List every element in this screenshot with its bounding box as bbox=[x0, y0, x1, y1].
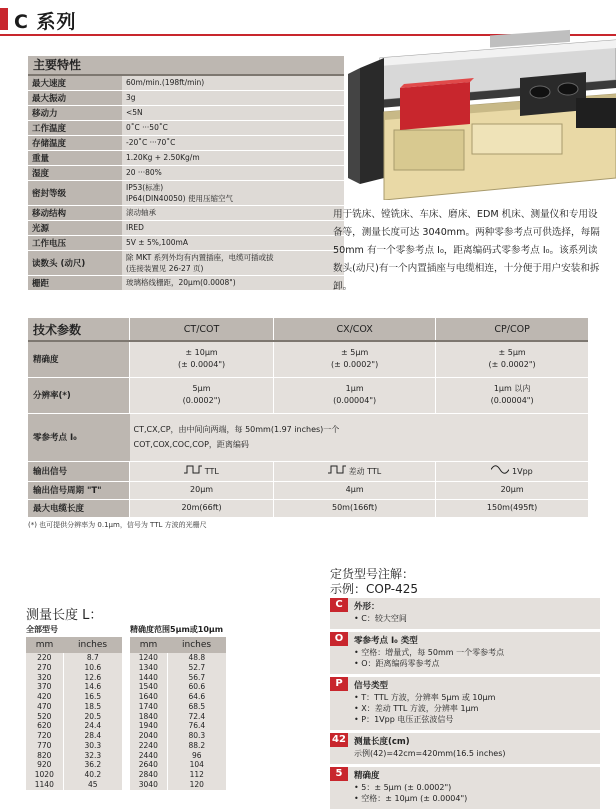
order-code-item-title: 外形： bbox=[354, 602, 380, 612]
accuracy-label: 精确度 bbox=[28, 341, 130, 377]
period-row bbox=[28, 481, 588, 499]
length-mm-cell: 770 bbox=[26, 741, 63, 751]
sine-wave-icon bbox=[491, 465, 509, 474]
order-code-item-line: • 空格：± 10μm (± 0.0004") bbox=[354, 794, 468, 803]
resolution-row bbox=[28, 377, 588, 413]
accuracy-ct-inch: (± 0.0004") bbox=[177, 360, 226, 370]
length-mm-cell: 1340 bbox=[130, 663, 167, 673]
encoder-product-image bbox=[340, 28, 616, 200]
order-code-badge: 42 bbox=[330, 733, 348, 747]
length-mm-cell: 1540 bbox=[130, 682, 167, 692]
length-inches-cell: 64.6 bbox=[167, 692, 226, 702]
feature-value bbox=[122, 236, 344, 250]
feature-value-line: IP64(DIN40050) 使用压缩空气 bbox=[126, 194, 233, 203]
feature-value-line: 1.20Kg + 2.50Kg/m bbox=[126, 153, 200, 162]
resolution-footnote: (*) 也可提供分辨率为 0.1μm，信号为 TTL 方波的光栅尺 bbox=[28, 521, 207, 529]
order-code-title: 定货型号注解： bbox=[330, 567, 415, 581]
order-code-item-line: • O：距离编码零参考点 bbox=[354, 659, 440, 668]
length-left-header bbox=[26, 637, 122, 653]
length-row bbox=[26, 653, 122, 663]
length-mm-cell: 3040 bbox=[130, 780, 167, 790]
length-mm-cell: 320 bbox=[26, 673, 63, 683]
feature-value bbox=[122, 91, 344, 105]
cable-ct: 20m(66ft) bbox=[130, 499, 274, 517]
feature-value bbox=[122, 276, 344, 290]
length-row bbox=[26, 682, 122, 692]
period-ct: 20μm bbox=[130, 481, 274, 499]
resolution-cx bbox=[274, 377, 436, 413]
feature-value-line: 60m/min.(198ft/min) bbox=[126, 78, 205, 87]
tech-header-row bbox=[28, 318, 588, 341]
length-inches-cell: 16.5 bbox=[63, 692, 122, 702]
order-code-example: 示例：COP-425 bbox=[330, 582, 419, 596]
header-accent-bar bbox=[0, 8, 8, 30]
tech-col-cx: CX/COX bbox=[274, 318, 436, 341]
feature-label: 最大振动 bbox=[28, 91, 122, 105]
accuracy-range-label: 精确度范围5μm或10μm bbox=[130, 625, 224, 634]
length-inches-cell: 8.7 bbox=[63, 653, 122, 663]
length-row bbox=[26, 721, 122, 731]
feature-value bbox=[122, 76, 344, 90]
length-mm-cell: 2840 bbox=[130, 770, 167, 780]
feature-label: 最大速度 bbox=[28, 76, 122, 90]
features-table bbox=[28, 56, 344, 291]
feature-label: 光源 bbox=[28, 221, 122, 235]
feature-value bbox=[122, 251, 344, 275]
length-mm-cell: 2640 bbox=[130, 760, 167, 770]
length-right-inch-header: inches bbox=[167, 637, 226, 653]
length-mm-cell: 720 bbox=[26, 731, 63, 741]
tech-col-cp: CP/COP bbox=[436, 318, 588, 341]
feature-value-line: IP53(标准) bbox=[126, 183, 164, 192]
order-code-item-line: • X：差动 TTL 方波，分辨率 1μm bbox=[354, 704, 479, 713]
length-right-header bbox=[130, 637, 226, 653]
page-title: C 系列 bbox=[14, 11, 77, 33]
order-code-item-title: 零参考点 I₀ 类型 bbox=[354, 636, 418, 646]
cable-label: 最大电缆长度 bbox=[28, 499, 130, 517]
feature-label: 工作电压 bbox=[28, 236, 122, 250]
refpoint-line-1: CT,CX,CP，由中间向两端，每 50mm(1.97 inches)一个 bbox=[133, 425, 340, 434]
length-row bbox=[26, 731, 122, 741]
length-inches-cell: 88.2 bbox=[167, 741, 226, 751]
length-row bbox=[130, 653, 226, 663]
feature-label: 存储温度 bbox=[28, 136, 122, 150]
feature-row bbox=[28, 76, 344, 91]
order-code-badge: O bbox=[330, 632, 348, 646]
output-cx-value: 差动 TTL bbox=[348, 466, 382, 476]
accuracy-cx-inch: (± 0.0002") bbox=[331, 360, 379, 370]
accuracy-cx-value: ± 5μm bbox=[341, 348, 369, 358]
length-mm-cell: 1940 bbox=[130, 721, 167, 731]
length-inches-cell: 45 bbox=[63, 780, 122, 790]
feature-row bbox=[28, 181, 344, 206]
feature-label: 栅距 bbox=[28, 276, 122, 290]
refpoint-line-2: COT,COX,COC,COP，距离编码 bbox=[133, 440, 249, 449]
feature-value-line: 滚动轴承 bbox=[126, 208, 156, 217]
tech-title: 技术参数 bbox=[28, 318, 130, 341]
length-row bbox=[26, 770, 122, 780]
accuracy-cp-inch: (± 0.0002") bbox=[488, 360, 536, 370]
product-description: 用于铣床、镗铣床、车床、磨床、EDM 机床、测量仪和专用设备等，测量长度可达 3040mm。两种零参考点可供选择，每隔 50mm 有一个零参考点 I₀，距离编码式零参考点 I₀。该系列读数头(动尺)有一个内置插座与电缆相连，十分便于用户安装和拆卸。 bbox=[333, 209, 600, 292]
length-inches-cell: 120 bbox=[167, 780, 226, 790]
resolution-ct-value: 5μm bbox=[192, 384, 211, 393]
output-ct-value: TTL bbox=[204, 466, 219, 476]
feature-label: 移动力 bbox=[28, 106, 122, 120]
length-row bbox=[130, 702, 226, 712]
length-inches-cell: 68.5 bbox=[167, 702, 226, 712]
length-row bbox=[130, 721, 226, 731]
length-inches-cell: 72.4 bbox=[167, 712, 226, 722]
output-signal-row bbox=[28, 461, 588, 481]
order-code-item-title: 精确度 bbox=[354, 771, 380, 781]
order-code-item bbox=[330, 733, 600, 764]
length-inches-cell: 112 bbox=[167, 770, 226, 780]
order-code-item-line: 示例(42)=42cm=420mm(16.5 inches) bbox=[354, 749, 506, 758]
feature-value bbox=[122, 166, 344, 180]
feature-row bbox=[28, 121, 344, 136]
length-mm-cell: 420 bbox=[26, 692, 63, 702]
feature-value bbox=[122, 151, 344, 165]
order-code-item bbox=[330, 598, 600, 629]
feature-row bbox=[28, 151, 344, 166]
length-row bbox=[130, 673, 226, 683]
period-cp: 20μm bbox=[436, 481, 588, 499]
length-mm-cell: 920 bbox=[26, 760, 63, 770]
feature-value-line: 3g bbox=[126, 93, 136, 102]
order-code-item-line: • P：1Vpp 电压正弦波信号 bbox=[354, 715, 454, 724]
length-row bbox=[130, 663, 226, 673]
length-row bbox=[26, 692, 122, 702]
all-models-label: 全部型号 bbox=[26, 625, 58, 634]
order-code-item-title: 信号类型 bbox=[354, 681, 389, 691]
length-mm-cell: 2240 bbox=[130, 741, 167, 751]
feature-row bbox=[28, 166, 344, 181]
accuracy-ct bbox=[130, 341, 274, 377]
order-code-badge: P bbox=[330, 677, 348, 691]
length-row bbox=[26, 702, 122, 712]
resolution-cp-value: 1μm 以内 bbox=[493, 384, 531, 393]
length-row bbox=[130, 712, 226, 722]
output-cp-value: 1Vpp bbox=[512, 466, 533, 476]
accuracy-cp-value: ± 5μm bbox=[498, 348, 526, 358]
length-row bbox=[130, 741, 226, 751]
accuracy-ct-value: ± 10μm bbox=[185, 348, 218, 358]
length-inches-cell: 52.7 bbox=[167, 663, 226, 673]
feature-value bbox=[122, 136, 344, 150]
length-mm-cell: 620 bbox=[26, 721, 63, 731]
length-inches-cell: 56.7 bbox=[167, 673, 226, 683]
length-left-inch-header: inches bbox=[63, 637, 122, 653]
order-code-item-line: • 5：± 5μm (± 0.0002") bbox=[354, 783, 452, 792]
refpoint-value bbox=[130, 413, 589, 461]
output-ct bbox=[130, 461, 274, 481]
resolution-cp-inch: (0.00004") bbox=[490, 396, 534, 405]
length-mm-cell: 370 bbox=[26, 682, 63, 692]
order-code-item bbox=[330, 677, 600, 730]
feature-value-line: 5V ± 5%,100mA bbox=[126, 238, 188, 247]
feature-label: 湿度 bbox=[28, 166, 122, 180]
accuracy-cx bbox=[274, 341, 436, 377]
length-inches-cell: 104 bbox=[167, 760, 226, 770]
feature-label: 读数头 (动尺) bbox=[28, 251, 122, 275]
length-inches-cell: 20.5 bbox=[63, 712, 122, 722]
length-inches-cell: 14.6 bbox=[63, 682, 122, 692]
length-inches-cell: 80.3 bbox=[167, 731, 226, 741]
length-mm-cell: 270 bbox=[26, 663, 63, 673]
feature-value bbox=[122, 181, 344, 205]
length-left-mm-header: mm bbox=[26, 637, 63, 653]
measuring-length-title: 测量长度 L： bbox=[26, 608, 103, 623]
length-row bbox=[130, 731, 226, 741]
length-row bbox=[26, 673, 122, 683]
order-code-badge: C bbox=[330, 598, 348, 612]
resolution-label: 分辨率(*) bbox=[28, 377, 130, 413]
order-code-item-line: • 空格：增量式，每 50mm 一个零参考点 bbox=[354, 648, 505, 657]
length-inches-cell: 12.6 bbox=[63, 673, 122, 683]
feature-label: 工作温度 bbox=[28, 121, 122, 135]
output-cx bbox=[274, 461, 436, 481]
length-inches-cell: 60.6 bbox=[167, 682, 226, 692]
refpoint-label: 零参考点 I₀ bbox=[28, 413, 130, 461]
length-inches-cell: 96 bbox=[167, 751, 226, 761]
feature-row bbox=[28, 221, 344, 236]
length-mm-cell: 2440 bbox=[130, 751, 167, 761]
resolution-cx-inch: (0.00004") bbox=[333, 396, 377, 405]
length-table-right bbox=[130, 637, 226, 790]
feature-value-line: 除 MKT 系列外均有内置插座，电缆可插或拔 bbox=[126, 253, 274, 262]
features-title: 主要特性 bbox=[28, 56, 344, 76]
feature-value-line: 0˚C ···50˚C bbox=[126, 123, 168, 132]
feature-value bbox=[122, 221, 344, 235]
feature-value-line: 20 ···80% bbox=[126, 168, 162, 177]
tech-params-table bbox=[28, 318, 588, 517]
length-inches-cell: 36.2 bbox=[63, 760, 122, 770]
feature-value-line: -20˚C ···70˚C bbox=[126, 138, 176, 147]
feature-value-line: IRED bbox=[126, 223, 144, 232]
length-row bbox=[130, 760, 226, 770]
length-inches-cell: 30.3 bbox=[63, 741, 122, 751]
refpoint-row bbox=[28, 413, 588, 461]
length-row bbox=[130, 780, 226, 790]
length-mm-cell: 820 bbox=[26, 751, 63, 761]
feature-label: 密封等级 bbox=[28, 181, 122, 205]
feature-value-line: (连接装置见 26-27 页) bbox=[126, 264, 204, 273]
feature-value-line: 玻璃格线栅距，20μm(0.0008") bbox=[126, 278, 236, 287]
order-code-item bbox=[330, 632, 600, 674]
length-mm-cell: 1640 bbox=[130, 692, 167, 702]
length-inches-cell: 48.8 bbox=[167, 653, 226, 663]
order-code-badge: 5 bbox=[330, 767, 348, 781]
length-mm-cell: 1740 bbox=[130, 702, 167, 712]
cable-row bbox=[28, 499, 588, 517]
length-mm-cell: 1440 bbox=[130, 673, 167, 683]
length-row bbox=[130, 770, 226, 780]
output-cp bbox=[436, 461, 588, 481]
length-row bbox=[26, 663, 122, 673]
order-code-item-line: • T：TTL 方波，分辨率 5μm 或 10μm bbox=[354, 693, 496, 702]
resolution-ct-inch: (0.0002") bbox=[182, 396, 221, 405]
square-wave-icon bbox=[184, 465, 202, 474]
length-inches-cell: 18.5 bbox=[63, 702, 122, 712]
features-rows bbox=[28, 76, 344, 291]
order-code-item-title: 测量长度(cm) bbox=[354, 737, 410, 747]
accuracy-cp bbox=[436, 341, 588, 377]
length-row bbox=[26, 712, 122, 722]
tech-col-ct: CT/COT bbox=[130, 318, 274, 341]
length-inches-cell: 28.4 bbox=[63, 731, 122, 741]
order-code-item bbox=[330, 767, 600, 809]
cable-cx: 50m(166ft) bbox=[274, 499, 436, 517]
feature-label: 重量 bbox=[28, 151, 122, 165]
resolution-ct bbox=[130, 377, 274, 413]
length-right-mm-header: mm bbox=[130, 637, 167, 653]
feature-row bbox=[28, 236, 344, 251]
length-mm-cell: 1240 bbox=[130, 653, 167, 663]
resolution-cp bbox=[436, 377, 588, 413]
length-inches-cell: 24.4 bbox=[63, 721, 122, 731]
period-cx: 4μm bbox=[274, 481, 436, 499]
length-inches-cell: 32.3 bbox=[63, 751, 122, 761]
feature-row bbox=[28, 276, 344, 291]
length-mm-cell: 520 bbox=[26, 712, 63, 722]
length-row bbox=[130, 692, 226, 702]
feature-label: 移动结构 bbox=[28, 206, 122, 220]
length-row bbox=[26, 751, 122, 761]
feature-row bbox=[28, 106, 344, 121]
cable-cp: 150m(495ft) bbox=[436, 499, 588, 517]
length-row bbox=[130, 751, 226, 761]
length-mm-cell: 220 bbox=[26, 653, 63, 663]
length-row bbox=[26, 780, 122, 790]
length-inches-cell: 40.2 bbox=[63, 770, 122, 780]
square-wave-icon bbox=[328, 465, 346, 474]
output-signal-label: 输出信号 bbox=[28, 461, 130, 481]
feature-value-line: <5N bbox=[126, 108, 143, 117]
length-mm-cell: 1840 bbox=[130, 712, 167, 722]
length-mm-cell: 1020 bbox=[26, 770, 63, 780]
length-inches-cell: 10.6 bbox=[63, 663, 122, 673]
length-mm-cell: 470 bbox=[26, 702, 63, 712]
length-row bbox=[26, 741, 122, 751]
order-code-item-line: • C：较大空间 bbox=[354, 614, 407, 623]
length-row bbox=[26, 760, 122, 770]
resolution-cx-value: 1μm bbox=[345, 384, 364, 393]
feature-value bbox=[122, 121, 344, 135]
feature-value bbox=[122, 206, 344, 220]
length-mm-cell: 1140 bbox=[26, 780, 63, 790]
feature-row bbox=[28, 206, 344, 221]
period-label: 输出信号周期 "T" bbox=[28, 481, 130, 499]
length-mm-cell: 2040 bbox=[130, 731, 167, 741]
feature-row bbox=[28, 136, 344, 151]
length-row bbox=[130, 682, 226, 692]
length-table-left bbox=[26, 637, 122, 790]
feature-row bbox=[28, 251, 344, 276]
feature-row bbox=[28, 91, 344, 106]
length-inches-cell: 76.4 bbox=[167, 721, 226, 731]
feature-value bbox=[122, 106, 344, 120]
accuracy-row bbox=[28, 341, 588, 377]
